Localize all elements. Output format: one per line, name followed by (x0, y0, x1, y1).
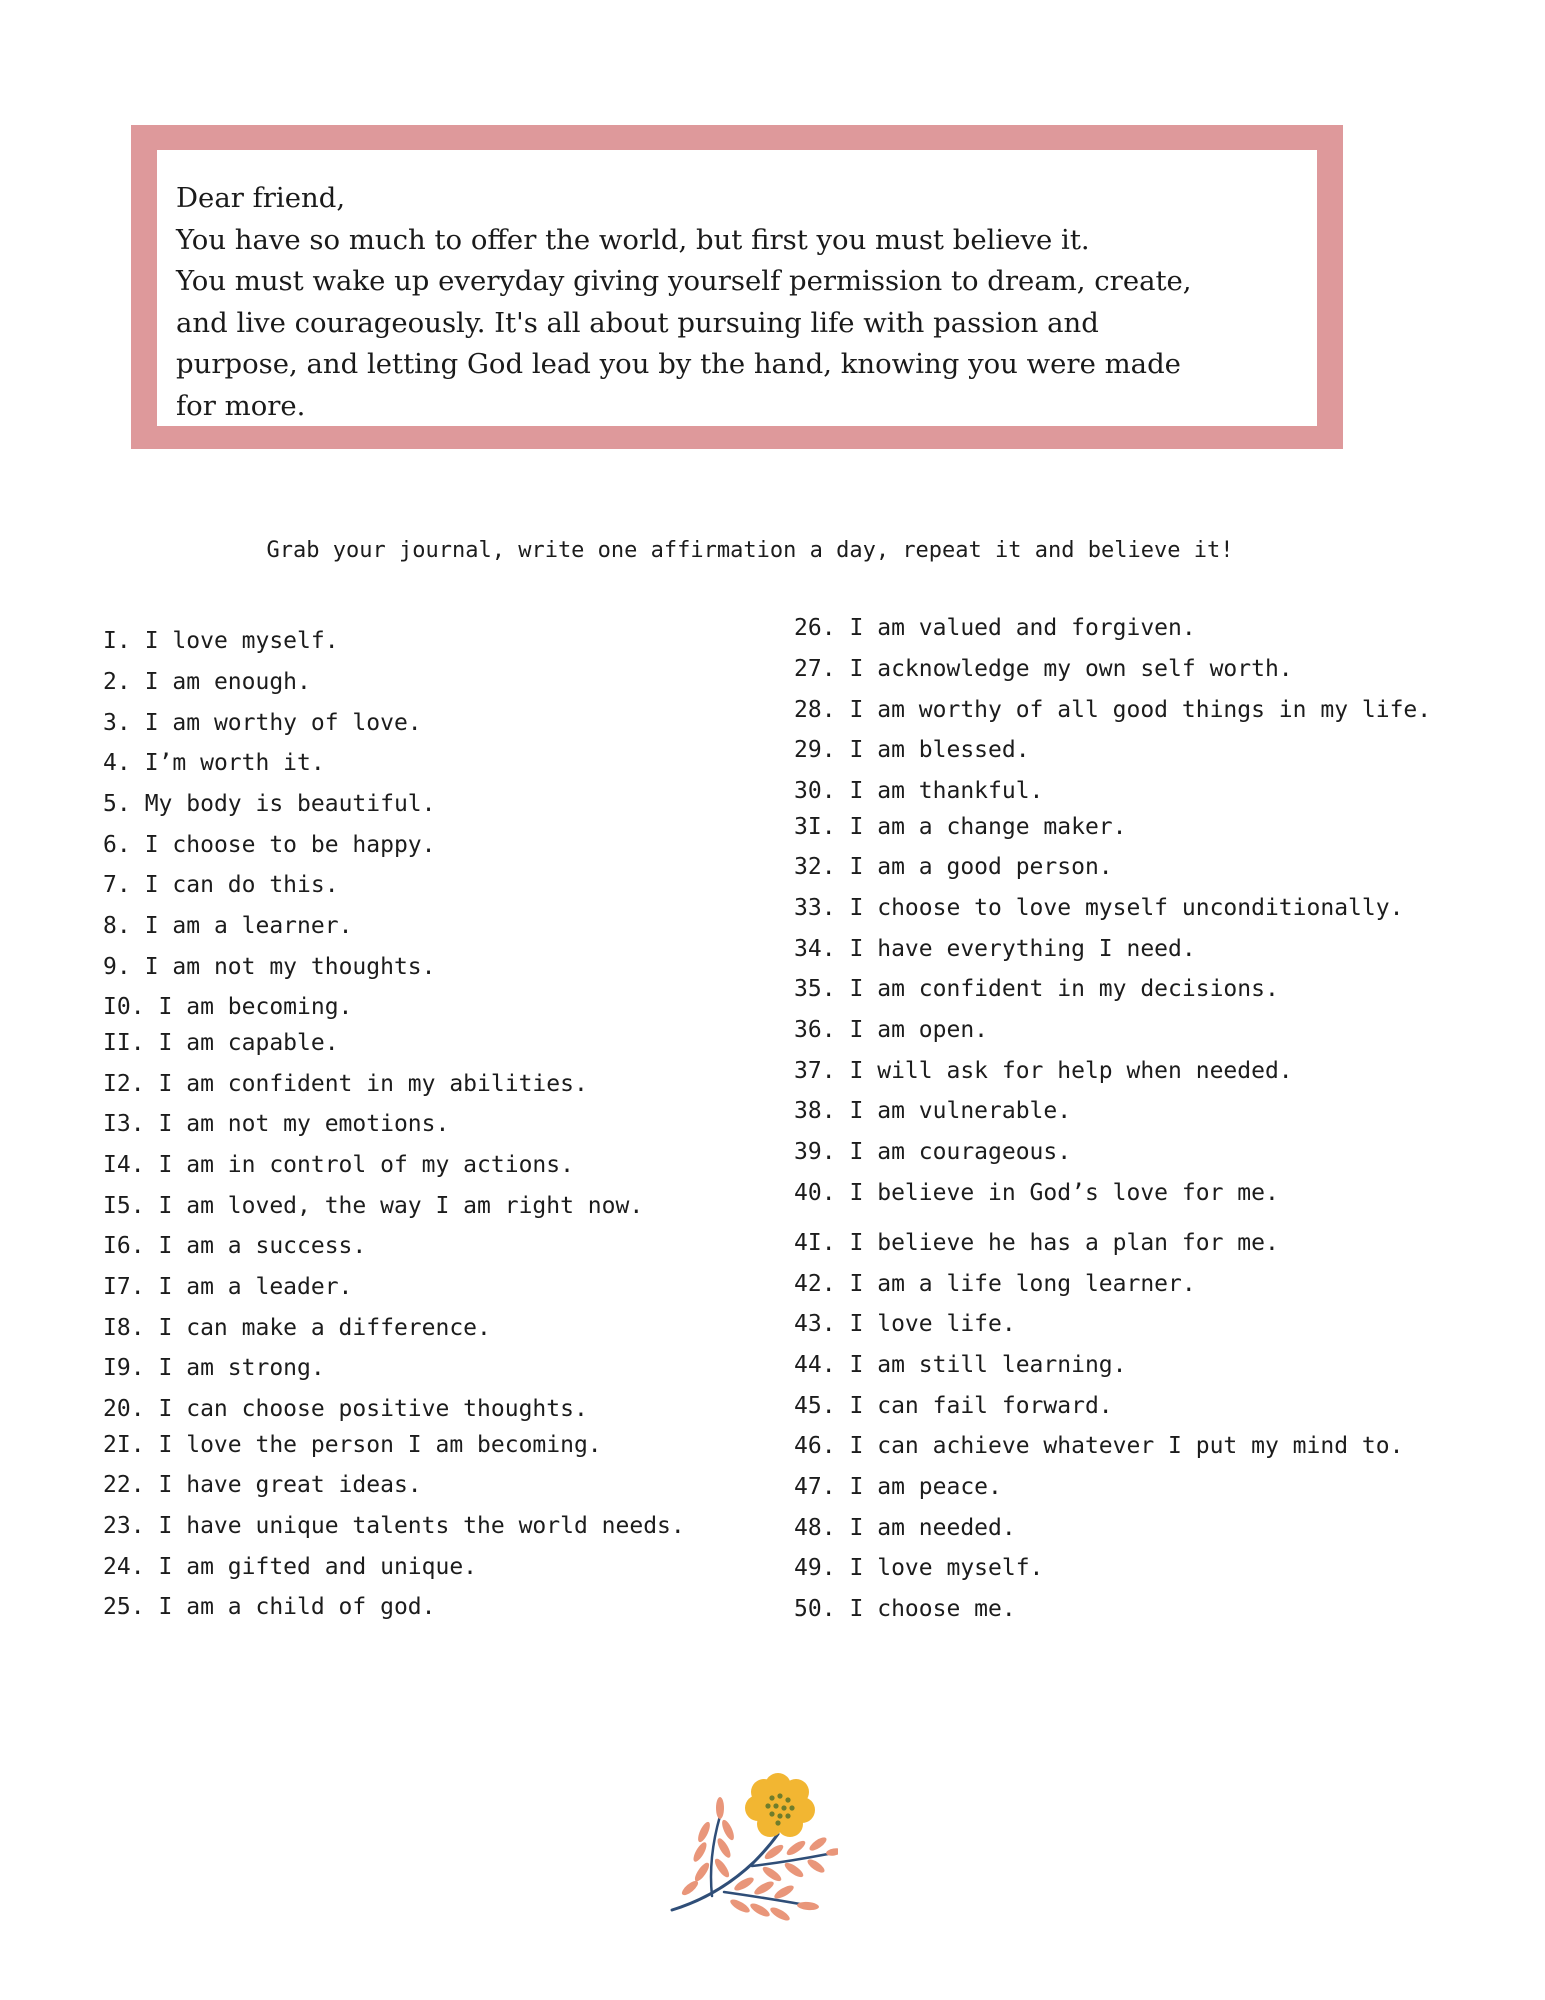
affirmation-text: I choose to be happy. (144, 832, 436, 858)
affirmation-item (103, 1552, 477, 1582)
affirmation-item (794, 1350, 1127, 1380)
affirmation-number: 4. (103, 750, 131, 776)
affirmation-number: 33. (794, 895, 836, 921)
affirmation-text: I believe he has a plan for me. (849, 1230, 1279, 1256)
affirmation-item (103, 1028, 339, 1058)
affirmation-item (103, 911, 352, 941)
affirmation-text: I am not my thoughts. (144, 954, 436, 980)
affirmation-item (794, 852, 1113, 882)
affirmation-text: I am blessed. (849, 737, 1030, 763)
affirmation-text: I am capable. (158, 1030, 339, 1056)
affirmation-number: 7. (103, 872, 131, 898)
affirmation-item (794, 1309, 1016, 1339)
affirmation-text: I am vulnerable. (849, 1098, 1072, 1124)
affirmation-text: I am open. (849, 1017, 989, 1043)
affirmation-text: I am worthy of all good things in my life. (849, 697, 1432, 723)
affirmation-item (794, 893, 1403, 923)
affirmation-item (103, 1511, 685, 1541)
affirmation-number: 49. (794, 1555, 836, 1581)
affirmation-number: I9. (103, 1355, 145, 1381)
affirmation-number: 5. (103, 791, 131, 817)
affirmation-number: 6. (103, 832, 131, 858)
affirmation-number: 23. (103, 1513, 145, 1539)
affirmation-text: I choose me. (849, 1596, 1016, 1622)
affirmation-number: I8. (103, 1315, 145, 1341)
affirmation-item (103, 1394, 588, 1424)
affirmation-item (794, 934, 1196, 964)
affirmation-item (103, 1430, 602, 1460)
affirmation-number: 44. (794, 1352, 836, 1378)
letter-line: for more. (176, 389, 306, 422)
affirmation-number: 46. (794, 1433, 836, 1459)
instruction-text: Grab your journal, write one affirmation a day, repeat it and believe it! (266, 538, 1234, 563)
affirmation-number: 36. (794, 1017, 836, 1043)
affirmation-item (103, 1592, 436, 1622)
affirmation-number: 2I. (103, 1432, 145, 1458)
affirmation-text: I am loved, the way I am right now. (158, 1193, 644, 1219)
affirmation-item (794, 1472, 1002, 1502)
affirmation-number: II. (103, 1030, 145, 1056)
affirmation-text: I love the person I am becoming. (158, 1432, 602, 1458)
affirmation-item (794, 1431, 1403, 1461)
affirmation-item (103, 1353, 325, 1383)
affirmation-text: I can do this. (144, 872, 339, 898)
affirmation-text: I am in control of my actions. (158, 1152, 574, 1178)
affirmation-number: 29. (794, 737, 836, 763)
affirmation-text: I am confident in my abilities. (158, 1071, 588, 1097)
affirmation-text: I choose to love myself unconditionally. (849, 895, 1404, 921)
affirmation-text: I acknowledge my own self worth. (849, 656, 1293, 682)
affirmation-text: I am a good person. (849, 854, 1113, 880)
affirmation-item (794, 1056, 1293, 1086)
affirmation-text: I have great ideas. (158, 1472, 422, 1498)
affirmation-number: I. (103, 628, 131, 654)
affirmation-item (103, 748, 325, 778)
affirmation-number: 47. (794, 1474, 836, 1500)
affirmation-text: I am a change maker. (849, 814, 1127, 840)
letter-line: You have so much to offer the world, but first you must believe it. (176, 223, 1090, 256)
affirmation-text: I am a leader. (158, 1274, 353, 1300)
affirmation-text: My body is beautiful. (144, 791, 436, 817)
affirmation-item (794, 1594, 1016, 1624)
affirmation-text: I am becoming. (158, 994, 353, 1020)
affirmation-text: I believe in God’s love for me. (849, 1180, 1279, 1206)
affirmation-text: I am not my emotions. (158, 1111, 450, 1137)
affirmation-item (794, 812, 1127, 842)
affirmation-number: 8. (103, 913, 131, 939)
letter-frame (131, 125, 1343, 449)
affirmation-item (103, 626, 339, 656)
letter-line: purpose, and letting God lead you by the hand, knowing you were made (176, 348, 1181, 381)
affirmation-number: 3. (103, 710, 131, 736)
affirmation-number: I4. (103, 1152, 145, 1178)
affirmation-text: I am valued and forgiven. (849, 615, 1196, 641)
affirmation-item (103, 1272, 352, 1302)
affirmation-text: I love life. (849, 1311, 1016, 1337)
affirmation-item (103, 1191, 643, 1221)
affirmation-number: 27. (794, 656, 836, 682)
affirmation-text: I am worthy of love. (144, 710, 422, 736)
affirmation-number: 43. (794, 1311, 836, 1337)
affirmation-item (794, 1137, 1071, 1167)
affirmation-number: I7. (103, 1274, 145, 1300)
affirmation-number: 30. (794, 778, 836, 804)
affirmation-text: I am strong. (158, 1355, 325, 1381)
letter-line: and live courageously. It's all about pursuing life with passion and (176, 306, 1099, 339)
letter-box (157, 150, 1317, 426)
affirmation-item (103, 830, 436, 860)
affirmation-item (794, 613, 1196, 643)
affirmation-number: I5. (103, 1193, 145, 1219)
letter-line: You must wake up everyday giving yourself permission to dream, create, (176, 265, 1192, 298)
affirmation-text: I have unique talents the world needs. (158, 1513, 685, 1539)
affirmation-number: 39. (794, 1139, 836, 1165)
affirmation-item (103, 1231, 366, 1261)
affirmation-number: 2. (103, 669, 131, 695)
affirmation-item (103, 789, 436, 819)
affirmation-number: I0. (103, 994, 145, 1020)
affirmation-number: 35. (794, 976, 836, 1002)
affirmation-item (103, 1109, 449, 1139)
affirmation-number: 45. (794, 1393, 836, 1419)
affirmation-item (794, 776, 1043, 806)
affirmation-text: I am confident in my decisions. (849, 976, 1279, 1002)
letter-greeting: Dear friend, (176, 182, 346, 214)
affirmation-number: 20. (103, 1396, 145, 1422)
affirmation-text: I am a life long learner. (849, 1271, 1196, 1297)
affirmation-text: I am thankful. (849, 778, 1044, 804)
affirmation-text: I am gifted and unique. (158, 1554, 478, 1580)
affirmation-item (794, 654, 1293, 684)
affirmation-number: 28. (794, 697, 836, 723)
affirmation-number: I3. (103, 1111, 145, 1137)
affirmation-number: 22. (103, 1472, 145, 1498)
affirmation-item (794, 1513, 1016, 1543)
affirmation-text: I love myself. (849, 1555, 1044, 1581)
affirmation-item (794, 1269, 1196, 1299)
affirmation-number: 3I. (794, 814, 836, 840)
affirmation-text: I’m worth it. (144, 750, 325, 776)
affirmation-item (794, 1228, 1279, 1258)
affirmation-number: 25. (103, 1594, 145, 1620)
affirmation-number: 42. (794, 1271, 836, 1297)
affirmation-text: I will ask for help when needed. (849, 1058, 1293, 1084)
affirmation-text: I love myself. (144, 628, 339, 654)
affirmation-text: I am peace. (849, 1474, 1002, 1500)
affirmation-text: I am a child of god. (158, 1594, 436, 1620)
affirmation-text: I am needed. (849, 1515, 1016, 1541)
affirmation-item (103, 708, 422, 738)
affirmation-item (794, 735, 1030, 765)
affirmation-text: I am a success. (158, 1233, 367, 1259)
affirmation-number: 4I. (794, 1230, 836, 1256)
affirmation-text: I am a learner. (144, 913, 353, 939)
affirmation-item (794, 1553, 1043, 1583)
affirmation-number: I2. (103, 1071, 145, 1097)
affirmation-number: 26. (794, 615, 836, 641)
affirmation-item (103, 952, 436, 982)
affirmation-item (794, 1015, 988, 1045)
affirmation-item (103, 1470, 422, 1500)
affirmation-item (103, 667, 311, 697)
affirmation-number: I6. (103, 1233, 145, 1259)
flower-sprig-icon (668, 1768, 838, 1928)
affirmation-text: I am enough. (144, 669, 311, 695)
affirmation-item (103, 1150, 574, 1180)
affirmation-text: I can choose positive thoughts. (158, 1396, 588, 1422)
affirmation-item (103, 1313, 491, 1343)
affirmation-number: 9. (103, 954, 131, 980)
affirmation-number: 24. (103, 1554, 145, 1580)
affirmation-number: 37. (794, 1058, 836, 1084)
affirmation-item (103, 870, 339, 900)
affirmation-item (794, 1096, 1071, 1126)
affirmation-item (794, 1391, 1113, 1421)
affirmation-number: 48. (794, 1515, 836, 1541)
affirmation-text: I am still learning. (849, 1352, 1127, 1378)
affirmation-item (103, 992, 352, 1022)
affirmation-item (794, 974, 1279, 1004)
affirmation-number: 34. (794, 936, 836, 962)
affirmation-number: 40. (794, 1180, 836, 1206)
affirmation-text: I can achieve whatever I put my mind to. (849, 1433, 1404, 1459)
affirmation-text: I can make a difference. (158, 1315, 491, 1341)
affirmation-item (794, 695, 1431, 725)
affirmation-item (794, 1178, 1279, 1208)
affirmation-text: I have everything I need. (849, 936, 1196, 962)
affirmation-number: 32. (794, 854, 836, 880)
affirmation-text: I can fail forward. (849, 1393, 1113, 1419)
affirmation-item (103, 1069, 588, 1099)
affirmation-number: 38. (794, 1098, 836, 1124)
affirmation-text: I am courageous. (849, 1139, 1072, 1165)
affirmation-number: 50. (794, 1596, 836, 1622)
